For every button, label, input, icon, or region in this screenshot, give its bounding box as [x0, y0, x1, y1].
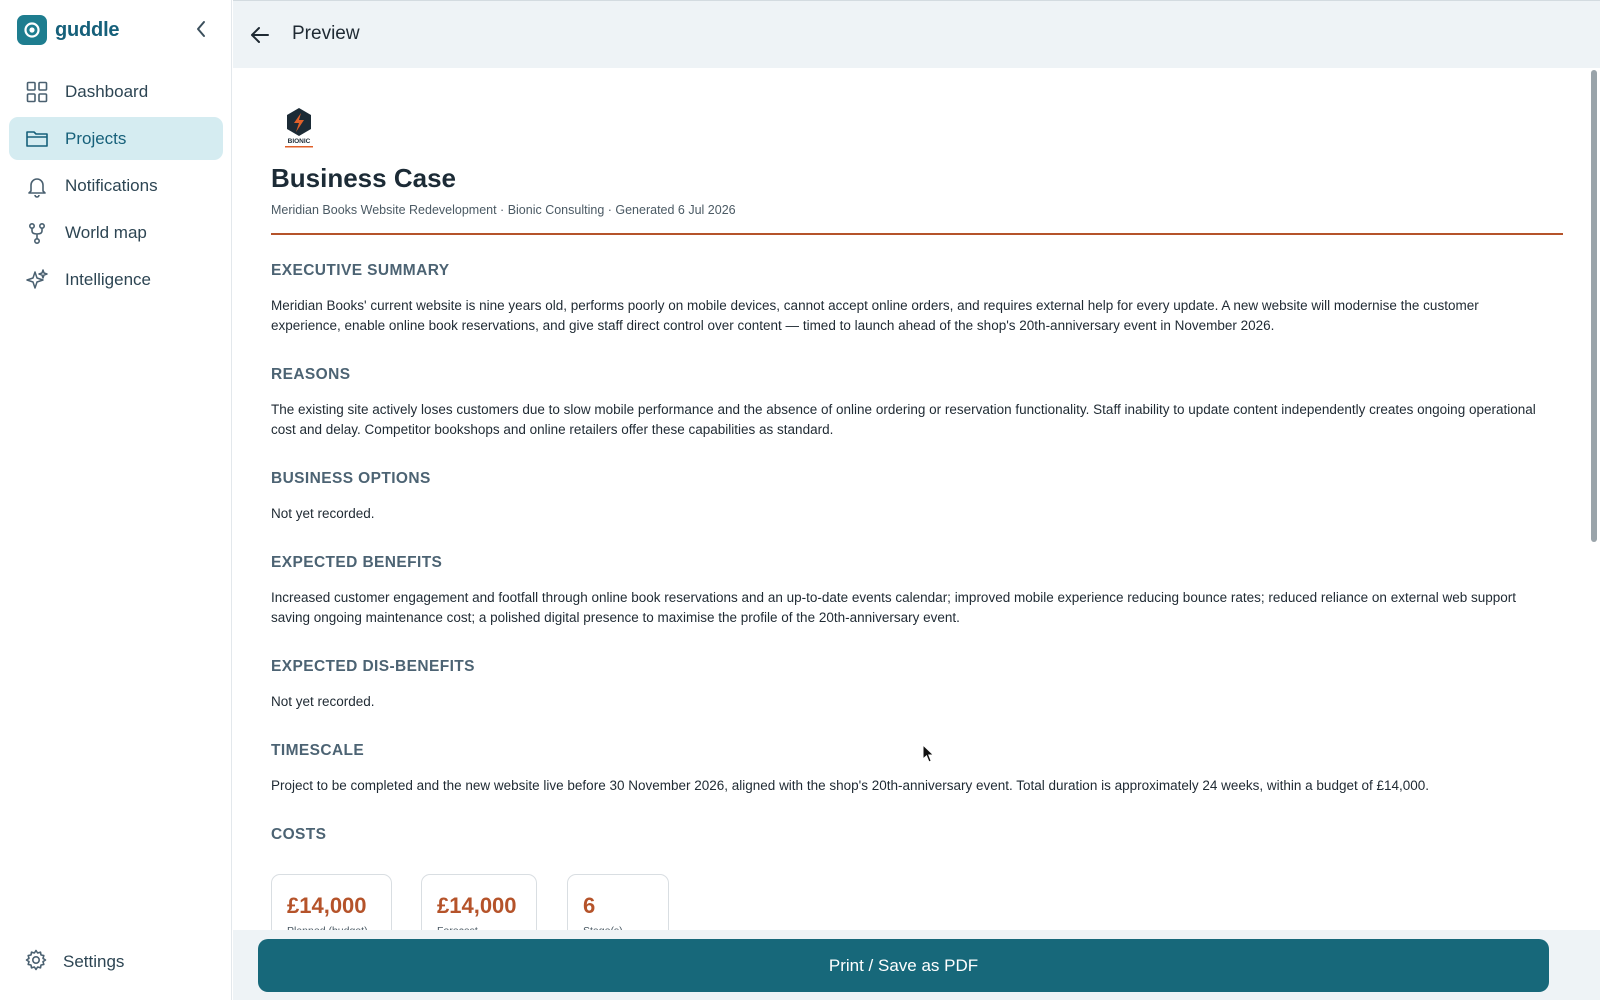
document-scrollbar[interactable]: [1591, 70, 1597, 542]
chevron-left-icon: [195, 20, 207, 38]
section-heading: EXPECTED BENEFITS: [271, 554, 443, 571]
sidebar-item-label: Projects: [65, 128, 127, 148]
sidebar-item-label: World map: [65, 222, 147, 242]
dashboard-grid-icon: [25, 80, 49, 104]
document-title: Business Case: [271, 163, 456, 193]
sidebar-item-notifications[interactable]: [9, 164, 223, 207]
section-body: Increased customer engagement and footfall through online book reservations and an up-to-date events calendar; improved mobile experience reducing bounce rates; reduced reliance on external web support saving ongoing maintenance cost; a polished digital presence to maximise the profile of the 20th-anniversary event.: [271, 590, 1517, 625]
sidebar-item-dashboard[interactable]: [9, 70, 223, 113]
gear-icon: [25, 949, 47, 976]
document-preview: [233, 68, 1590, 930]
section-heading: EXPECTED DIS-BENEFITS: [271, 658, 475, 675]
section-heading: TIMESCALE: [271, 742, 365, 759]
print-save-pdf-button[interactable]: Print / Save as PDF: [258, 939, 1549, 992]
section-body: Project to be completed and the new website live before 30 November 2026, aligned with the shop's 20th-anniversary event. Total duration is approximately 24 weeks, within a budget of £14,000.: [271, 778, 1430, 793]
title-divider: [271, 233, 1563, 235]
sidebar-item-settings[interactable]: [9, 940, 223, 984]
print-bar: [233, 930, 1600, 1000]
sidebar-item-label: Notifications: [65, 175, 158, 195]
sidebar: [0, 0, 232, 1000]
sidebar-item-world-map[interactable]: [9, 211, 223, 254]
section-body: Meridian Books' current website is nine years old, performs poorly on mobile devices, cannot accept online orders, and requires external help for every update. A new website will modernise the customer experience, enable online book reservations, and give staff direct control over content — timed to launch ahead of the shop's 20th-anniversary event in November 2026.: [271, 298, 1479, 333]
sidebar-item-projects[interactable]: [9, 117, 223, 160]
mouse-cursor-icon: [922, 744, 936, 769]
arrow-left-icon: [250, 26, 270, 44]
section-body: Not yet recorded.: [271, 694, 375, 709]
sidebar-item-label: Dashboard: [65, 81, 149, 101]
cost-value: £14,000: [287, 893, 367, 918]
back-button[interactable]: [247, 23, 273, 47]
bell-icon: [25, 174, 49, 198]
branch-icon: [25, 221, 49, 245]
brand-logo-icon: [17, 15, 47, 45]
sidebar-item-label: Settings: [63, 952, 125, 971]
cost-value: £14,000: [437, 893, 517, 918]
section-heading: EXECUTIVE SUMMARY: [271, 262, 450, 279]
folder-icon: [25, 127, 49, 151]
cost-value: 6: [583, 893, 596, 918]
company-logo: [281, 106, 317, 150]
sidebar-item-intelligence[interactable]: [9, 258, 223, 301]
costs-heading: COSTS: [271, 826, 327, 843]
sidebar-item-label: Intelligence: [65, 269, 152, 289]
top-bar: [233, 0, 1600, 68]
brand[interactable]: [17, 15, 119, 45]
logo-text: BIONIC: [287, 138, 311, 145]
document-meta: Meridian Books Website Redevelopment · Bionic Consulting · Generated 6 Jul 2026: [271, 203, 736, 217]
section-body: The existing site actively loses customers due to slow mobile performance and the absence of online ordering or reservation functionality. Staff inability to update content independently creates ongoing operational cost and delay. Competitor bookshops and online retailers offer these capabilities as standard.: [271, 402, 1536, 437]
section-body: Not yet recorded.: [271, 506, 375, 521]
sparkle-icon: [25, 268, 49, 292]
page-title: Preview: [292, 23, 360, 44]
section-heading: REASONS: [271, 366, 351, 383]
brand-name: guddle: [55, 18, 120, 41]
collapse-sidebar-button[interactable]: [190, 16, 212, 42]
sidebar-nav: [9, 70, 223, 305]
section-heading: BUSINESS OPTIONS: [271, 470, 431, 487]
